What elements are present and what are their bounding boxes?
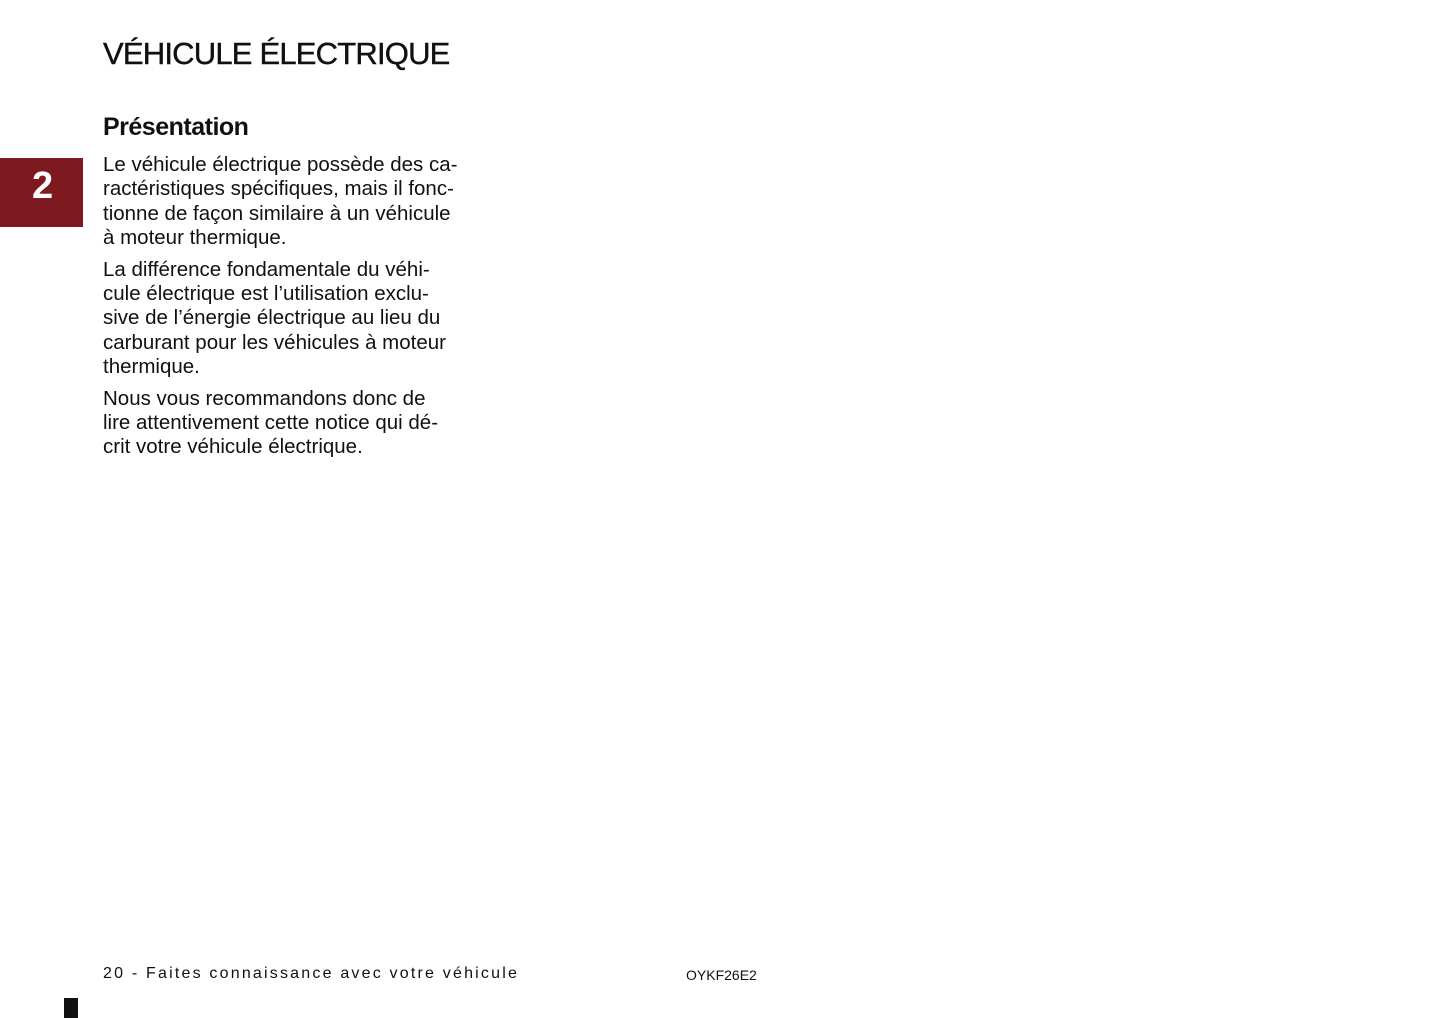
paragraph-line: lire attentivement cette notice qui dé- (103, 411, 439, 435)
paragraph-line: La différence fondamentale du véhi- (103, 257, 430, 281)
paragraph-line: Nous vous recommandons donc de (103, 386, 426, 410)
section-title: Présentation (103, 113, 249, 141)
body-text (103, 153, 503, 467)
paragraph-line: crit votre véhicule électrique. (103, 435, 363, 459)
footer-doc-code: OYKF26E2 (686, 967, 757, 983)
paragraph (103, 258, 503, 380)
chapter-tab (0, 158, 83, 227)
paragraph (103, 153, 503, 251)
paragraph-line: sive de l’énergie électrique au lieu du (103, 306, 441, 330)
paragraph-line: carburant pour les véhicules à moteur (103, 330, 446, 354)
paragraph (103, 387, 503, 460)
paragraph-line: ractéristiques spécifiques, mais il fonc- (103, 177, 454, 201)
chapter-number: 2 (32, 165, 54, 207)
page-title: VÉHICULE ÉLECTRIQUE (103, 36, 450, 71)
footer-page-label: 20 - Faites connaissance avec votre véhicule (103, 965, 520, 982)
paragraph-line: thermique. (103, 355, 200, 379)
paragraph-line: Le véhicule électrique possède des ca- (103, 153, 458, 176)
crop-mark (64, 998, 78, 1018)
paragraph-line: à moteur thermique. (103, 226, 287, 250)
paragraph-line: tionne de façon similaire à un véhicule (103, 201, 451, 225)
paragraph-line: cule électrique est l’utilisation exclu- (103, 282, 429, 306)
